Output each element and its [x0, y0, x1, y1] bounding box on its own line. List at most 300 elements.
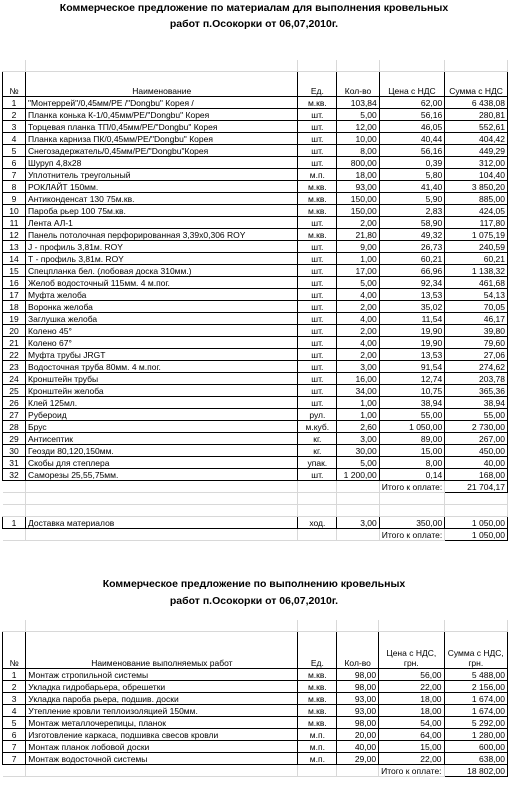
row-quantity: 93,00 — [337, 705, 379, 717]
row-quantity: 5,00 — [337, 457, 380, 469]
row-quantity: 3,00 — [337, 361, 380, 373]
row-sum: 240,59 — [445, 241, 508, 253]
row-name: Саморезы 25,55,75мм. — [26, 469, 298, 481]
row-quantity: 8,00 — [337, 145, 380, 157]
row-unit: м.кв. — [298, 97, 337, 109]
row-sum: 54,13 — [445, 289, 508, 301]
row-unit: рул. — [298, 409, 337, 421]
row-name: Монтаж металлочерепицы, планок — [26, 717, 298, 729]
row-unit: шт. — [298, 277, 337, 289]
table-row — [3, 301, 508, 313]
row-unit: шт. — [298, 145, 337, 157]
row-sum: 38,94 — [445, 397, 508, 409]
empty-cell — [379, 60, 444, 72]
row-name: Муфта трубы JRGT — [26, 349, 298, 361]
empty-cell — [26, 493, 298, 505]
row-quantity: 800,00 — [337, 157, 380, 169]
row-price: 41,40 — [379, 181, 444, 193]
row-quantity: 18,00 — [337, 169, 380, 181]
row-name: Воронка желоба — [26, 301, 298, 313]
row-price: 40,44 — [379, 133, 444, 145]
row-name: Монтаж водосточной системы — [26, 753, 298, 765]
row-quantity: 98,00 — [337, 681, 379, 693]
table-header — [3, 632, 508, 669]
header-price: Цена с НДС, грн. — [379, 632, 444, 669]
empty-row — [3, 620, 508, 632]
empty-cell — [26, 481, 298, 493]
row-name: Муфта желоба — [26, 289, 298, 301]
row-price: 54,00 — [379, 717, 444, 729]
row-number: 7 — [3, 753, 26, 765]
row-name: Уплотнитель треугольный — [26, 169, 298, 181]
row-sum: 203,78 — [445, 373, 508, 385]
table-row — [3, 145, 508, 157]
empty-cell — [337, 620, 379, 632]
row-price: 62,00 — [379, 97, 444, 109]
table-row — [3, 337, 508, 349]
row-sum: 365,36 — [445, 385, 508, 397]
row-sum: 552,61 — [445, 121, 508, 133]
row-sum: 312,00 — [445, 157, 508, 169]
table-row — [3, 385, 508, 397]
row-quantity: 93,00 — [337, 181, 380, 193]
row-quantity: 4,00 — [337, 337, 380, 349]
table-row — [3, 729, 508, 741]
row-quantity: 5,00 — [337, 109, 380, 121]
table-row — [3, 229, 508, 241]
row-name: Монтаж стропильной системы — [26, 669, 298, 681]
row-price: 56,16 — [379, 109, 444, 121]
row-sum: 2 156,00 — [444, 681, 507, 693]
row-number: 12 — [3, 229, 26, 241]
row-unit: шт. — [298, 253, 337, 265]
row-quantity: 3,00 — [337, 433, 380, 445]
total-label: Итого к оплате: — [379, 765, 444, 777]
row-name: Планка конька К-1/0,45мм/PE/"Dongbu" Корея — [26, 109, 298, 121]
row-sum: 46,17 — [445, 313, 508, 325]
row-quantity: 16,00 — [337, 373, 380, 385]
row-unit: шт. — [298, 241, 337, 253]
row-unit: шт. — [298, 361, 337, 373]
row-sum: 40,00 — [445, 457, 508, 469]
row-price: 15,00 — [379, 445, 444, 457]
row-number: 16 — [3, 277, 26, 289]
row-price: 26,73 — [379, 241, 444, 253]
row-unit: шт. — [298, 133, 337, 145]
table-row — [3, 217, 508, 229]
row-number: 11 — [3, 217, 26, 229]
row-number: 13 — [3, 241, 26, 253]
row-name: Рубероид — [26, 409, 298, 421]
row-number: 18 — [3, 301, 26, 313]
works-table — [2, 620, 508, 777]
row-price: 1 050,00 — [379, 421, 444, 433]
table-row — [3, 97, 508, 109]
row-price: 8,00 — [379, 457, 444, 469]
empty-cell — [298, 481, 337, 493]
empty-cell — [298, 60, 337, 72]
table-row — [3, 277, 508, 289]
empty-cell — [3, 505, 26, 517]
empty-cell — [379, 505, 444, 517]
empty-cell — [3, 765, 26, 777]
row-sum: 60,21 — [445, 253, 508, 265]
table-row — [3, 205, 508, 217]
row-unit: шт. — [298, 109, 337, 121]
row-price: 38,94 — [379, 397, 444, 409]
empty-cell — [445, 493, 508, 505]
row-number: 28 — [3, 421, 26, 433]
row-quantity: 1,00 — [337, 253, 380, 265]
header-num: № — [3, 632, 26, 669]
empty-row — [3, 60, 508, 72]
row-name: Укладка пароба рьера, подшив. доски — [26, 693, 298, 705]
empty-cell — [337, 481, 380, 493]
row-quantity: 5,00 — [337, 277, 380, 289]
row-name: Т - профиль 3,81м. ROY — [26, 253, 298, 265]
row-sum: 404,42 — [445, 133, 508, 145]
row-number: 27 — [3, 409, 26, 421]
row-unit: м.кв. — [298, 681, 337, 693]
materials-table — [2, 60, 508, 541]
row-quantity: 98,00 — [337, 717, 379, 729]
row-price: 18,00 — [379, 693, 444, 705]
row-unit: шт. — [298, 337, 337, 349]
empty-cell — [337, 765, 379, 777]
row-price: 0,14 — [379, 469, 444, 481]
row-quantity: 1,00 — [337, 409, 380, 421]
empty-cell — [3, 481, 26, 493]
row-unit: упак. — [298, 457, 337, 469]
row-sum: 1 138,32 — [445, 265, 508, 277]
row-number: 8 — [3, 181, 26, 193]
header-price: Цена с НДС — [379, 72, 444, 97]
row-unit: м.кв. — [298, 181, 337, 193]
row-name: Антисептик — [26, 433, 298, 445]
row-name: Заглушка желоба — [26, 313, 298, 325]
row-quantity: 150,00 — [337, 205, 380, 217]
table-row — [3, 193, 508, 205]
row-price: 13,53 — [379, 349, 444, 361]
empty-cell — [26, 529, 298, 541]
row-name: Колено 67° — [26, 337, 298, 349]
empty-cell — [3, 620, 26, 632]
header-qty: Кол-во — [337, 632, 379, 669]
row-price: 35,02 — [379, 301, 444, 313]
table-row — [3, 181, 508, 193]
empty-cell — [445, 60, 508, 72]
row-sum: 27,06 — [445, 349, 508, 361]
row-quantity: 103,84 — [337, 97, 380, 109]
row-price: 11,54 — [379, 313, 444, 325]
row-sum: 70,05 — [445, 301, 508, 313]
row-unit: м.п. — [298, 753, 337, 765]
empty-row — [3, 493, 508, 505]
row-unit: ход. — [298, 517, 337, 529]
row-sum: 600,00 — [444, 741, 507, 753]
row-price: 56,00 — [379, 669, 444, 681]
row-name: Пароба рьер 100 75м.кв. — [26, 205, 298, 217]
row-name: Доставка материалов — [26, 517, 298, 529]
row-number: 15 — [3, 265, 26, 277]
row-sum: 79,60 — [445, 337, 508, 349]
row-unit: кг. — [298, 433, 337, 445]
empty-cell — [337, 505, 380, 517]
total-row — [3, 765, 508, 777]
row-quantity: 34,00 — [337, 385, 380, 397]
row-price: 19,90 — [379, 325, 444, 337]
row-unit: м.кв. — [298, 717, 337, 729]
row-name: Желоб водосточный 115мм. 4 м.пог. — [26, 277, 298, 289]
header-qty: Кол-во — [337, 72, 380, 97]
table-row — [3, 265, 508, 277]
row-sum: 2 730,00 — [445, 421, 508, 433]
table-row — [3, 741, 508, 753]
row-sum: 1 075,19 — [445, 229, 508, 241]
row-quantity: 1 200,00 — [337, 469, 380, 481]
row-number: 2 — [3, 109, 26, 121]
table-header — [3, 72, 508, 97]
total-label: Итого к оплате: — [379, 529, 444, 541]
row-quantity: 4,00 — [337, 313, 380, 325]
empty-cell — [298, 493, 337, 505]
row-price: 13,53 — [379, 289, 444, 301]
row-quantity: 21,80 — [337, 229, 380, 241]
row-sum: 5 488,00 — [444, 669, 507, 681]
row-unit: м.куб. — [298, 421, 337, 433]
row-name: Снегозадержатель/0,45мм/PE/"Dongbu"Корея — [26, 145, 298, 157]
row-quantity: 93,00 — [337, 693, 379, 705]
row-price: 92,34 — [379, 277, 444, 289]
row-quantity: 2,00 — [337, 349, 380, 361]
row-name: Клей 125мл. — [26, 397, 298, 409]
row-price: 5,80 — [379, 169, 444, 181]
row-sum: 1 674,00 — [444, 705, 507, 717]
header-unit: Ед. — [298, 72, 337, 97]
row-sum: 1 280,00 — [444, 729, 507, 741]
row-unit: м.п. — [298, 741, 337, 753]
row-sum: 117,80 — [445, 217, 508, 229]
total-row — [3, 481, 508, 493]
row-sum: 3 850,20 — [445, 181, 508, 193]
table-row — [3, 253, 508, 265]
total-row — [3, 529, 508, 541]
row-number: 26 — [3, 397, 26, 409]
row-quantity: 1,00 — [337, 397, 380, 409]
row-unit: м.кв. — [298, 705, 337, 717]
row-quantity: 98,00 — [337, 669, 379, 681]
header-num: № — [3, 72, 26, 97]
row-quantity: 29,00 — [337, 753, 379, 765]
row-number: 10 — [3, 205, 26, 217]
row-sum: 168,00 — [445, 469, 508, 481]
row-unit: м.кв. — [298, 205, 337, 217]
table-row — [3, 361, 508, 373]
row-name: Геозди 80,120,150мм. — [26, 445, 298, 457]
row-number: 20 — [3, 325, 26, 337]
row-name: Изготовление каркаса, подшивка свесов кровли — [26, 729, 298, 741]
empty-row — [3, 505, 508, 517]
row-number: 14 — [3, 253, 26, 265]
row-unit: шт. — [298, 157, 337, 169]
row-unit: шт. — [298, 385, 337, 397]
row-number: 7 — [3, 741, 26, 753]
row-price: 56,16 — [379, 145, 444, 157]
row-unit: шт. — [298, 289, 337, 301]
row-name: Монтаж планок лобовой доски — [26, 741, 298, 753]
row-number: 3 — [3, 121, 26, 133]
table-row — [3, 349, 508, 361]
row-unit: м.кв. — [298, 693, 337, 705]
header-name: Наименование — [26, 72, 298, 97]
row-price: 350,00 — [379, 517, 444, 529]
row-price: 18,00 — [379, 705, 444, 717]
row-number: 19 — [3, 313, 26, 325]
table-row — [3, 693, 508, 705]
row-price: 10,75 — [379, 385, 444, 397]
empty-cell — [26, 60, 298, 72]
row-price: 5,90 — [379, 193, 444, 205]
row-number: 5 — [3, 717, 26, 729]
header-sum: Сумма с НДС, грн. — [444, 632, 507, 669]
empty-cell — [3, 60, 26, 72]
table-row — [3, 753, 508, 765]
row-name: Панель потолочная перфорированная 3,39х0,306 ROY — [26, 229, 298, 241]
row-name: Шуруп 4,8х28 — [26, 157, 298, 169]
row-unit: шт. — [298, 217, 337, 229]
row-quantity: 30,00 — [337, 445, 380, 457]
row-number: 22 — [3, 349, 26, 361]
table-row — [3, 169, 508, 181]
row-unit: шт. — [298, 469, 337, 481]
table-row — [3, 121, 508, 133]
table-row — [3, 681, 508, 693]
table-row — [3, 717, 508, 729]
row-price: 58,90 — [379, 217, 444, 229]
row-quantity: 3,00 — [337, 517, 380, 529]
total-value: 21 704,17 — [445, 481, 508, 493]
empty-cell — [26, 505, 298, 517]
row-quantity: 2,60 — [337, 421, 380, 433]
row-number: 5 — [3, 145, 26, 157]
row-number: 6 — [3, 157, 26, 169]
section2-title-line1: Коммерческое предложение по выполнению кровельных — [102, 578, 406, 590]
row-number: 4 — [3, 133, 26, 145]
table-row — [3, 397, 508, 409]
row-sum: 104,40 — [445, 169, 508, 181]
row-quantity: 12,00 — [337, 121, 380, 133]
row-number: 1 — [3, 517, 26, 529]
row-number: 1 — [3, 97, 26, 109]
empty-cell — [337, 493, 380, 505]
row-sum: 638,00 — [444, 753, 507, 765]
row-quantity: 2,00 — [337, 325, 380, 337]
row-number: 7 — [3, 169, 26, 181]
table-row — [3, 241, 508, 253]
row-name: Укладка гидробарьера, обрешетки — [26, 681, 298, 693]
row-sum: 885,00 — [445, 193, 508, 205]
row-name: Брус — [26, 421, 298, 433]
row-quantity: 40,00 — [337, 741, 379, 753]
row-quantity: 17,00 — [337, 265, 380, 277]
row-name: Торцевая планка ТП/0,45мм/PE/"Dongbu" Корея — [26, 121, 298, 133]
row-price: 55,00 — [379, 409, 444, 421]
row-price: 12,74 — [379, 373, 444, 385]
row-sum: 39,80 — [445, 325, 508, 337]
row-unit: шт. — [298, 325, 337, 337]
row-number: 24 — [3, 373, 26, 385]
header-name: Наименование выполняемых работ — [26, 632, 298, 669]
section1-title-line1: Коммерческое предложение по материалам для выполнения кровельных — [59, 2, 449, 14]
row-unit: шт. — [298, 301, 337, 313]
table-row — [3, 409, 508, 421]
row-quantity: 9,00 — [337, 241, 380, 253]
table-row — [3, 325, 508, 337]
row-sum: 424,05 — [445, 205, 508, 217]
row-name: Антиконденсат 130 75м.кв. — [26, 193, 298, 205]
row-unit: шт. — [298, 373, 337, 385]
row-unit: м.кв. — [298, 229, 337, 241]
row-unit: шт. — [298, 265, 337, 277]
row-number: 1 — [3, 669, 26, 681]
row-name: Планка карниза ПК/0,45мм/PE/"Dongbu" Корея — [26, 133, 298, 145]
row-sum: 267,00 — [445, 433, 508, 445]
row-unit: м.кв. — [298, 669, 337, 681]
row-sum: 461,68 — [445, 277, 508, 289]
row-number: 25 — [3, 385, 26, 397]
row-number: 30 — [3, 445, 26, 457]
row-number: 23 — [3, 361, 26, 373]
row-quantity: 150,00 — [337, 193, 380, 205]
row-sum: 55,00 — [445, 409, 508, 421]
empty-cell — [379, 493, 444, 505]
table-row — [3, 421, 508, 433]
row-sum: 5 292,00 — [444, 717, 507, 729]
empty-cell — [3, 493, 26, 505]
row-quantity: 20,00 — [337, 729, 379, 741]
row-price: 0,39 — [379, 157, 444, 169]
table-row — [3, 469, 508, 481]
row-price: 60,21 — [379, 253, 444, 265]
table-row — [3, 313, 508, 325]
table-row — [3, 373, 508, 385]
table-row — [3, 457, 508, 469]
row-unit: м.п. — [298, 169, 337, 181]
row-name: Спецпланка бел. (лобовая доска 310мм.) — [26, 265, 298, 277]
row-number: 21 — [3, 337, 26, 349]
row-sum: 450,00 — [445, 445, 508, 457]
row-number: 6 — [3, 729, 26, 741]
row-sum: 1 674,00 — [444, 693, 507, 705]
row-name: Утепление кровли теплоизоляцией 150мм. — [26, 705, 298, 717]
empty-cell — [337, 60, 380, 72]
table-row — [3, 669, 508, 681]
empty-cell — [337, 529, 380, 541]
total-value: 18 802,00 — [444, 765, 507, 777]
row-number: 9 — [3, 193, 26, 205]
total-label: Итого к оплате: — [379, 481, 444, 493]
row-number: 17 — [3, 289, 26, 301]
row-sum: 280,81 — [445, 109, 508, 121]
table-row — [3, 433, 508, 445]
table-row — [3, 705, 508, 717]
row-number: 32 — [3, 469, 26, 481]
row-price: 2,83 — [379, 205, 444, 217]
row-quantity: 10,00 — [337, 133, 380, 145]
row-unit: кг. — [298, 445, 337, 457]
row-price: 49,32 — [379, 229, 444, 241]
row-price: 64,00 — [379, 729, 444, 741]
